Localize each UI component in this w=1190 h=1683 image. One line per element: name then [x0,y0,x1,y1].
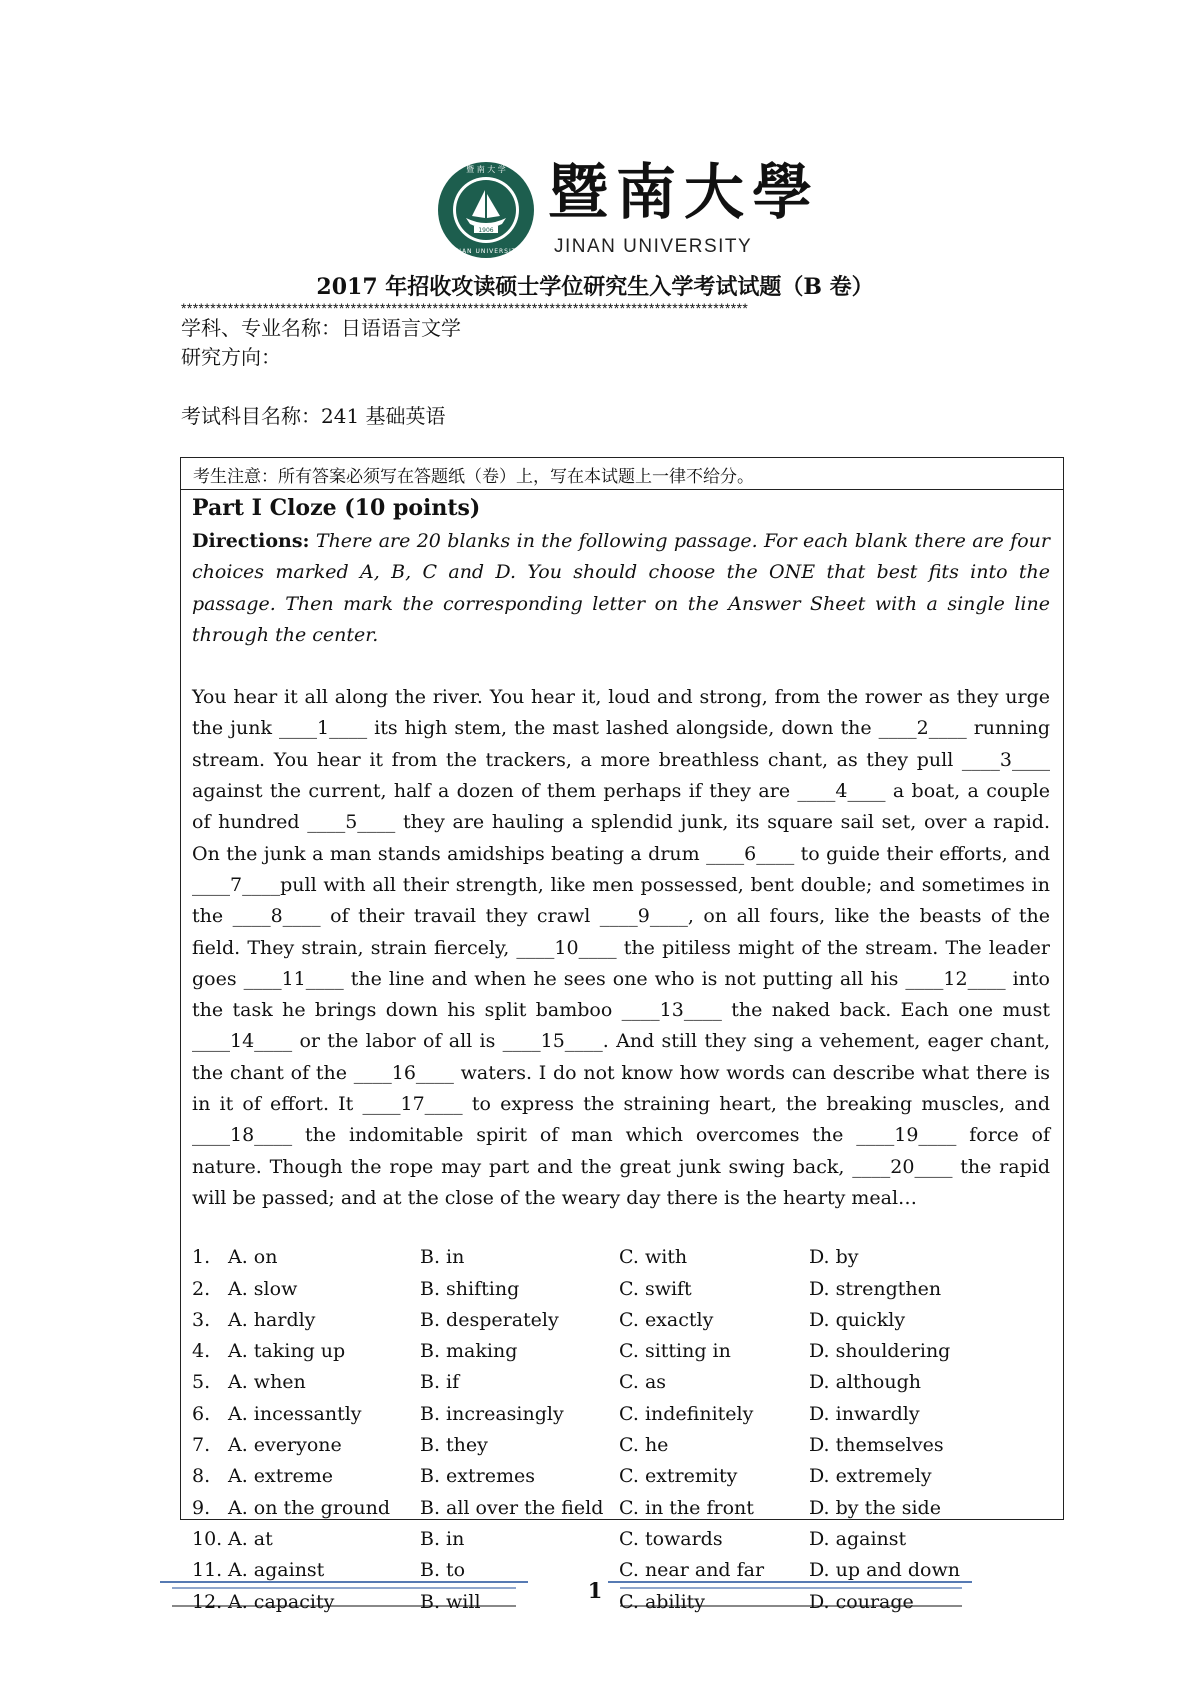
option-row [192,1524,1050,1555]
option-row [192,1493,1050,1524]
option-c: C. ability [619,1590,706,1613]
option-row [192,1274,1050,1305]
option-a: A. at [228,1527,273,1550]
directions-label: Directions: [192,530,310,552]
option-d: D. themselves [809,1434,944,1457]
option-number: 3. [192,1308,211,1331]
exam-subject: 考试科目名称：241 基础英语 [181,404,446,428]
option-number: 10. [192,1527,223,1550]
option-a: A. against [228,1559,325,1582]
svg-text:暨 南 大 学: 暨 南 大 学 [466,165,506,174]
option-b: B. increasingly [420,1402,564,1425]
option-d: D. extremely [809,1465,932,1488]
option-number: 9. [192,1496,211,1519]
directions [192,526,1050,651]
option-b: B. shifting [420,1277,520,1300]
option-row [192,1336,1050,1367]
option-a: A. when [228,1371,306,1394]
option-a: A. on the ground [228,1496,390,1519]
option-b: B. in [420,1246,465,1269]
answer-options [192,1242,1050,1618]
option-a: A. hardly [228,1308,316,1331]
option-row [192,1305,1050,1336]
star-divider: ************************************************************************************************* [181,300,749,316]
option-a: A. everyone [228,1434,342,1457]
part-title: Part I Cloze (10 points) [192,495,481,521]
option-row [192,1399,1050,1430]
option-c: C. sitting in [619,1340,731,1363]
option-d: D. strengthen [809,1277,942,1300]
university-header [0,156,1190,266]
option-a: A. slow [228,1277,298,1300]
option-c: C. as [619,1371,667,1394]
option-row [192,1430,1050,1461]
option-c: C. near and far [619,1559,765,1582]
university-seal-logo [436,160,536,260]
option-b: B. in [420,1527,465,1550]
option-b: B. if [420,1371,460,1394]
option-c: C. he [619,1434,669,1457]
option-c: C. towards [619,1527,723,1550]
option-d: D. by the side [809,1496,941,1519]
page-number: 1 [587,1578,603,1603]
option-d: D. against [809,1527,907,1550]
option-c: C. in the front [619,1496,754,1519]
option-d: D. courage [809,1590,914,1613]
option-a: A. on [228,1246,278,1269]
option-c: C. indefinitely [619,1402,754,1425]
option-b: B. making [420,1340,518,1363]
option-a: A. extreme [228,1465,333,1488]
option-b: B. extremes [420,1465,535,1488]
option-row [192,1461,1050,1492]
option-number: 6. [192,1402,211,1425]
option-number: 12. [192,1590,223,1613]
seal-ring-text: JINAN UNIVERSITY [450,248,522,255]
university-name-cn: 暨南大學 [548,158,820,228]
option-b: B. will [420,1590,481,1613]
option-d: D. by [809,1246,859,1269]
option-c: C. with [619,1246,688,1269]
option-c: C. swift [619,1277,692,1300]
option-number: 2. [192,1277,211,1300]
candidate-notice: 考生注意：所有答案必须写在答题纸（卷）上，写在本试题上一律不给分。 [181,458,1063,490]
major-name: 学科、专业名称：日语语言文学 [181,316,461,340]
option-number: 5. [192,1371,211,1394]
cloze-passage: You hear it all along the river. You hear it, loud and strong, from the rower as they urge the junk ____1____ its high stem, the mast lashed alongside, down the ____2____ running stream. You hear it from the trackers, a more breathless chant, as they pull ____3____ against the current, half a dozen of them perhaps if they are ____4____ a boat, a couple of hundred ____5____ they are hauling a splendid junk, its square sail set, over a rapid. On the junk a man stands amidships beating a drum ____6____ to guide their efforts, and ____7____pull with all their strength, like men possessed, bent double; and sometimes in the ____8____ of their travail they crawl ____9____, on all fours, like the beasts of the field. They strain, strain fiercely, ____10____ the pitiless might of the stream. The leader goes ____11____ the line and when he sees one who is not putting all his ____12____ into the task he brings down his split bamboo ____13____ the naked back. Each one must ____14____ or the labor of all is ____15____. And still they sing a vehement, eager chant, the chant of the ____16____ waters. I do not know how words can describe what there is in it of effort. It ____17____ to express the straining heart, the breaking muscles, and ____18____ the indomitable spirit of man which overcomes the ____19____ force of nature. Though the rope may part and the great junk swing back, ____20____ the rapid will be passed; and at the close of the weary day there is the hearty meal… [192,686,1050,1209]
option-number: 11. [192,1559,223,1582]
option-d: D. inwardly [809,1402,920,1425]
directions-text: There are 20 blanks in the following passage. For each blank there are four choices marked A, B, C and D. You should choose the ONE that best fits into the passage. Then mark the corresponding letter on the Answer Sheet with a single line through the center. [192,530,1050,646]
option-number: 4. [192,1340,211,1363]
option-d: D. shouldering [809,1340,951,1363]
research-direction: 研究方向： [181,345,281,369]
option-c: C. exactly [619,1308,714,1331]
option-d: D. although [809,1371,921,1394]
option-b: B. they [420,1434,488,1457]
option-row [192,1242,1050,1273]
exam-content-box [180,457,1064,1613]
option-d: D. up and down [809,1559,960,1582]
seal-year: 1906 [478,227,494,234]
option-number: 1. [192,1246,211,1269]
option-a: A. incessantly [228,1402,362,1425]
page-footer [0,1578,1190,1618]
cloze-section [192,490,1050,1618]
option-c: C. extremity [619,1465,738,1488]
option-number: 7. [192,1434,211,1457]
option-b: B. all over the field [420,1496,604,1519]
option-row [192,1367,1050,1398]
option-number: 8. [192,1465,211,1488]
option-a: A. capacity [228,1590,335,1613]
exam-title: 2017 年招收攻读硕士学位研究生入学考试试题（B 卷） [316,274,874,300]
option-b: B. desperately [420,1308,559,1331]
option-a: A. taking up [228,1340,346,1363]
university-name-en: JINAN UNIVERSITY [554,236,753,257]
option-d: D. quickly [809,1308,906,1331]
option-b: B. to [420,1559,466,1582]
